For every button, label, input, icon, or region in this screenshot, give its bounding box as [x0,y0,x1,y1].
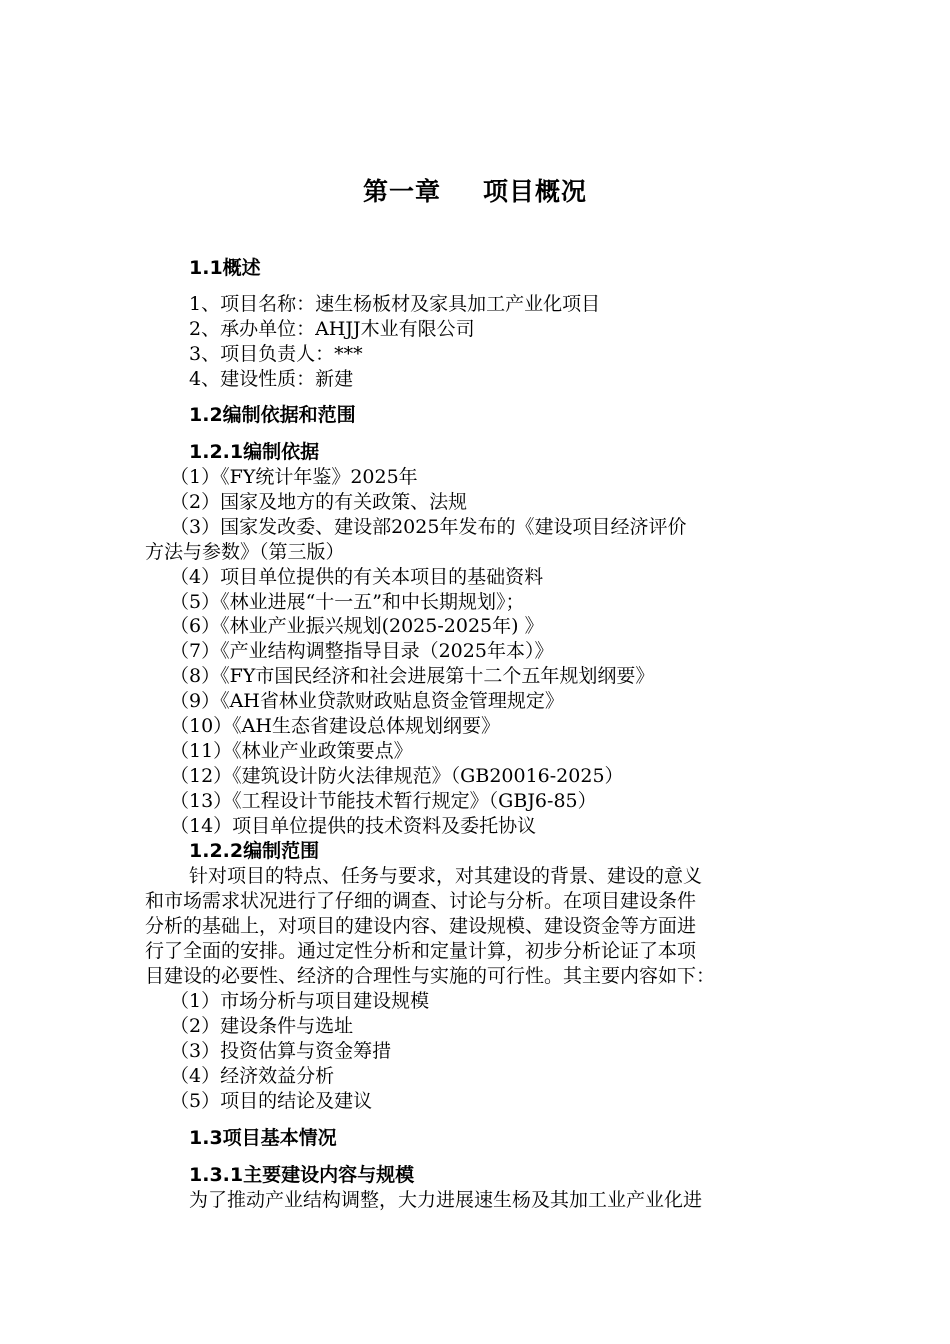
list-item: （12）《建筑设计防火法律规范》（GB20016-2025） [170,765,624,787]
chapter-name: 项目概况 [483,177,588,206]
paragraph-line: 目建设的必要性、经济的合理性与实施的可行性。其主要内容如下： [145,965,716,987]
list-item: 4、建设性质：新建 [189,368,354,390]
section-heading-1-3: 1.3项目基本情况 [189,1127,337,1149]
paragraph-line: 为了推动产业结构调整，大力进展速生杨及其加工业产业化进 [189,1189,703,1211]
list-item: （3）投资估算与资金筹措 [170,1040,392,1062]
list-item: （4）项目单位提供的有关本项目的基础资料 [170,566,544,588]
list-item: （14）项目单位提供的技术资料及委托协议 [170,815,537,837]
list-item: （5）项目的结论及建议 [170,1090,373,1112]
section-heading-1-1: 1.1概述 [189,257,261,279]
list-item: 3、项目负责人：*** [189,343,363,365]
list-item: （4）经济效益分析 [170,1065,335,1087]
paragraph-line: 和市场需求状况进行了仔细的调查、讨论与分析。在项目建设条件 [145,890,697,912]
section-heading-1-2-2: 1.2.2编制范围 [189,840,320,862]
list-item: 1、项目名称：速生杨板材及家具加工产业化项目 [189,293,601,315]
paragraph-line: 分析的基础上，对项目的建设内容、建设规模、建设资金等方面进 [145,915,697,937]
list-item: （10）《AH生态省建设总体规划纲要》 [170,715,500,737]
list-item: （8）《FY市国民经济和社会进展第十二个五年规划纲要》 [170,665,655,687]
list-item: （9）《AH省林业贷款财政贴息资金管理规定》 [170,690,564,712]
section-heading-1-2: 1.2编制依据和范围 [189,404,356,426]
list-item: 方法与参数》（第三版） [145,541,345,563]
list-item: （1）市场分析与项目建设规模 [170,990,430,1012]
list-item: （13）《工程设计节能技术暂行规定》（GBJ6-85） [170,790,597,812]
list-item: （6）《林业产业振兴规划(2025-2025年) 》 [170,615,544,637]
chapter-title [0,172,950,208]
section-heading-1-3-1: 1.3.1主要建设内容与规模 [189,1164,415,1186]
list-item: （2）建设条件与选址 [170,1015,354,1037]
list-item: （2）国家及地方的有关政策、法规 [170,491,468,513]
list-item: 2、承办单位：AHJJ木业有限公司 [189,318,475,340]
list-item: （3）国家发改委、建设部2025年发布的《建设项目经济评价 [170,516,687,538]
list-item: （5）《林业进展“十一五”和中长期规划》； [170,591,525,613]
paragraph-line: 行了全面的安排。通过定性分析和定量计算，初步分析论证了本项 [145,940,697,962]
section-heading-1-2-1: 1.2.1编制依据 [189,441,320,463]
chapter-number: 第一章 [362,177,441,206]
list-item: （11）《林业产业政策要点》 [170,740,413,762]
list-item: （7）《产业结构调整指导目录（2025年本）》 [170,640,554,662]
list-item: （1）《FY统计年鉴》2025年 [170,466,418,488]
paragraph-line: 针对项目的特点、任务与要求，对其建设的背景、建设的意义 [189,865,703,887]
